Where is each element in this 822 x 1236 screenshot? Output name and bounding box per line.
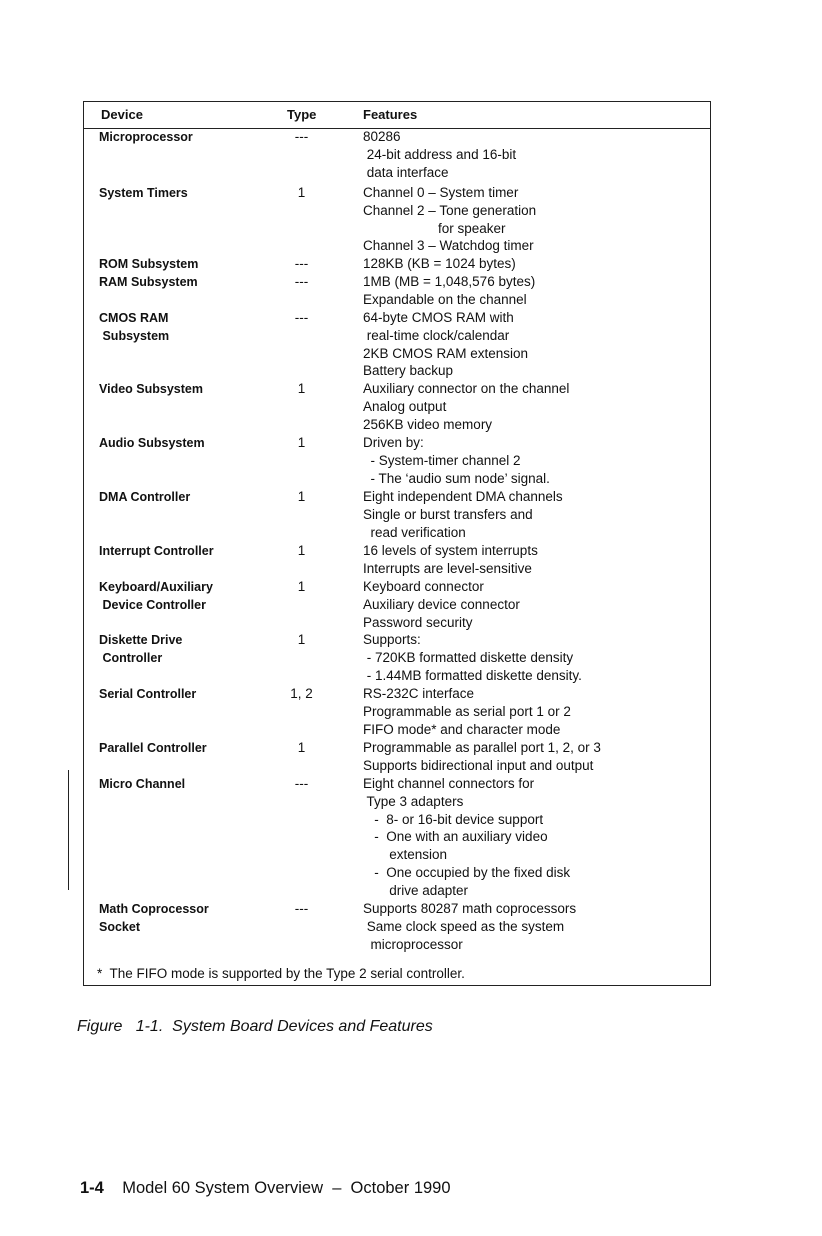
- features-cell: [363, 631, 703, 684]
- feature-line: - One with an auxiliary video: [363, 829, 548, 845]
- feature-line: Channel 3 – Watchdog timer: [363, 238, 534, 254]
- footer-text: Model 60 System Overview – October 1990: [122, 1179, 451, 1197]
- device-cell: ROM Subsystem: [99, 257, 199, 271]
- feature-line: 80286: [363, 129, 401, 144]
- feature-line: - System-timer channel 2: [363, 452, 521, 468]
- type-cell: 1: [297, 579, 306, 594]
- feature-line: 256KB video memory: [363, 416, 493, 432]
- feature-line: - The ‘audio sum node’ signal.: [363, 470, 550, 486]
- type-cell: 1, 2: [290, 686, 313, 701]
- features-cell: [363, 739, 703, 775]
- table-footnote: * The FIFO mode is supported by the Type 2 serial controller.: [97, 966, 465, 981]
- type-cell: 1: [297, 185, 306, 200]
- feature-line: - One occupied by the fixed disk: [363, 864, 571, 880]
- type-cell: 1: [297, 632, 306, 647]
- feature-line: Programmable as serial port 1 or 2: [363, 703, 571, 719]
- device-cell: RAM Subsystem: [99, 275, 198, 289]
- feature-line: Keyboard connector: [363, 579, 484, 594]
- feature-line: extension: [363, 847, 448, 863]
- device-cell: Video Subsystem: [99, 382, 203, 396]
- device-table: [83, 101, 711, 986]
- type-cell: 1: [297, 381, 306, 396]
- features-cell: [363, 685, 703, 738]
- feature-line: drive adapter: [363, 882, 469, 898]
- device-cell: Math Coprocessor Socket: [99, 902, 209, 934]
- page-number: 1-4: [80, 1179, 104, 1197]
- type-cell: ---: [294, 901, 309, 916]
- feature-line: data interface: [363, 164, 449, 180]
- page-footer: [80, 1179, 451, 1198]
- feature-line: Interrupts are level-sensitive: [363, 560, 532, 576]
- features-cell: [363, 184, 703, 255]
- feature-line: read verification: [363, 524, 466, 540]
- features-cell: [363, 255, 703, 273]
- device-cell: Keyboard/Auxiliary Device Controller: [99, 580, 213, 612]
- features-cell: [363, 578, 703, 631]
- feature-line: 24-bit address and 16-bit: [363, 146, 517, 162]
- feature-line: Eight channel connectors for: [363, 776, 535, 791]
- feature-line: for speaker: [363, 220, 506, 236]
- feature-line: Supports 80287 math coprocessors: [363, 901, 577, 916]
- header-features: Features: [363, 107, 418, 122]
- feature-line: 16 levels of system interrupts: [363, 543, 538, 558]
- type-cell: 1: [297, 489, 306, 504]
- features-cell: [363, 900, 703, 953]
- type-cell: ---: [294, 256, 309, 271]
- features-cell: [363, 380, 703, 433]
- device-cell: Interrupt Controller: [99, 544, 214, 558]
- device-cell: Microprocessor: [99, 130, 193, 144]
- feature-line: microprocessor: [363, 936, 463, 952]
- feature-line: Eight independent DMA channels: [363, 489, 563, 504]
- type-cell: 1: [297, 435, 306, 450]
- feature-line: Password security: [363, 614, 473, 630]
- device-cell: Diskette Drive Controller: [99, 633, 183, 665]
- type-cell: 1: [297, 740, 306, 755]
- feature-line: - 1.44MB formatted diskette density.: [363, 667, 582, 683]
- header-device: Device: [101, 107, 143, 122]
- revision-change-bar: [68, 770, 69, 890]
- feature-line: Single or burst transfers and: [363, 506, 533, 522]
- feature-line: RS-232C interface: [363, 686, 475, 701]
- device-cell: Audio Subsystem: [99, 436, 205, 450]
- features-cell: [363, 775, 703, 900]
- feature-line: Programmable as parallel port 1, 2, or 3: [363, 740, 601, 755]
- device-cell: Micro Channel: [99, 777, 186, 791]
- features-cell: [363, 273, 703, 309]
- features-cell: [363, 309, 703, 380]
- type-cell: ---: [294, 274, 309, 289]
- type-cell: ---: [294, 310, 309, 325]
- features-cell: [363, 488, 703, 541]
- feature-line: Supports bidirectional input and output: [363, 757, 594, 773]
- feature-line: Analog output: [363, 398, 447, 414]
- feature-line: 128KB (KB = 1024 bytes): [363, 256, 516, 271]
- feature-line: real-time clock/calendar: [363, 327, 510, 343]
- device-cell: Serial Controller: [99, 687, 197, 701]
- feature-line: 2KB CMOS RAM extension: [363, 345, 529, 361]
- feature-line: - 8- or 16-bit device support: [363, 811, 544, 827]
- type-cell: ---: [294, 776, 309, 791]
- device-cell: CMOS RAM Subsystem: [99, 311, 170, 343]
- feature-line: Driven by:: [363, 435, 424, 450]
- feature-line: Supports:: [363, 632, 421, 647]
- figure-caption: Figure 1-1. System Board Devices and Features: [77, 1018, 433, 1035]
- feature-line: FIFO mode* and character mode: [363, 721, 561, 737]
- feature-line: Auxiliary device connector: [363, 596, 520, 612]
- feature-line: Battery backup: [363, 363, 454, 379]
- features-cell: [363, 434, 703, 487]
- feature-line: Same clock speed as the system: [363, 918, 565, 934]
- features-cell: [363, 542, 703, 578]
- feature-line: Channel 0 – System timer: [363, 185, 519, 200]
- device-cell: System Timers: [99, 186, 188, 200]
- feature-line: 1MB (MB = 1,048,576 bytes): [363, 274, 536, 289]
- device-cell: DMA Controller: [99, 490, 191, 504]
- device-cell: Parallel Controller: [99, 741, 207, 755]
- feature-line: Type 3 adapters: [363, 793, 464, 809]
- feature-line: 64-byte CMOS RAM with: [363, 310, 514, 325]
- features-cell: [363, 128, 703, 181]
- type-cell: ---: [294, 129, 309, 144]
- header-type: Type: [287, 107, 317, 122]
- feature-line: Channel 2 – Tone generation: [363, 202, 537, 218]
- feature-line: Expandable on the channel: [363, 291, 527, 307]
- feature-line: Auxiliary connector on the channel: [363, 381, 570, 396]
- feature-line: - 720KB formatted diskette density: [363, 649, 574, 665]
- type-cell: 1: [297, 543, 306, 558]
